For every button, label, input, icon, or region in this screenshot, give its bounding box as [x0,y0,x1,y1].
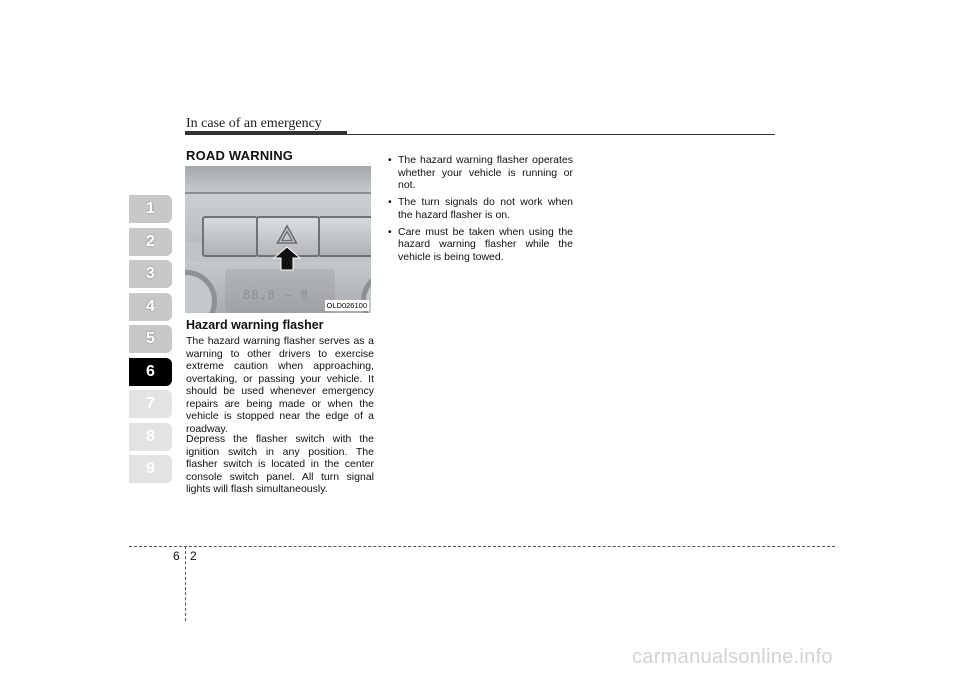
chapter-tab-5[interactable]: 5 [129,325,172,353]
audio-display-text: 88.8 ~ 8 [243,288,309,302]
list-item-text: The turn signals do not work when the hazard flasher is on. [398,196,573,221]
page-number: 2 [190,549,197,563]
chapter-tab-3[interactable]: 3 [129,260,172,288]
bullet-icon: • [388,196,392,208]
header-title: In case of an emergency [186,116,322,131]
hazard-paragraph-1: The hazard warning flasher serves as a warning to other drivers to exercise extreme caution when approaching, overtaking, or passing your vehicle. It should be used whenever emergency repairs are being made or when the vehicle is stopped near the edge of a roadway. [186,335,374,435]
header-rule [185,134,775,135]
bullet-icon: • [388,154,392,166]
footer-divider [185,546,186,621]
hazard-paragraph-2: Depress the flasher switch with the ignition switch in any position. The flasher switch is located in the center console switch panel. All turn signal lights will flash simultaneously. [186,433,374,495]
chapter-tab-9[interactable]: 9 [129,455,172,483]
arrow-up-icon [273,246,301,271]
footer-rule [129,546,835,547]
bullet-icon: • [388,225,392,238]
hazard-notes-list [385,154,573,268]
page-chapter-number: 6 [173,549,180,563]
chapter-tab-4[interactable]: 4 [129,293,172,321]
chapter-tabs [129,195,172,488]
chapter-tab-6[interactable]: 6 [129,358,172,386]
chapter-tab-1[interactable]: 1 [129,195,172,223]
section-title: ROAD WARNING [186,148,294,163]
watermark: carmanualsonline.info [632,646,833,668]
hazard-switch-illustration [185,166,371,313]
chapter-tab-7[interactable]: 7 [129,390,172,418]
list-item [385,226,573,264]
panel-button-right [318,216,371,257]
list-item-text: Care must be taken when using the hazard warning flasher while the vehicle is being towed. [398,225,573,263]
dashboard-vent [185,166,371,192]
list-item-text: The hazard warning flasher operates whether your vehicle is running or not. [398,154,573,191]
hazard-heading: Hazard warning flasher [186,318,324,332]
chapter-tab-8[interactable]: 8 [129,423,172,451]
panel-button-left [202,216,258,257]
list-item [385,196,573,221]
figure-code: OLD026100 [326,301,367,310]
list-item [385,154,573,192]
hazard-triangle-icon [276,224,298,246]
chapter-tab-2[interactable]: 2 [129,228,172,256]
